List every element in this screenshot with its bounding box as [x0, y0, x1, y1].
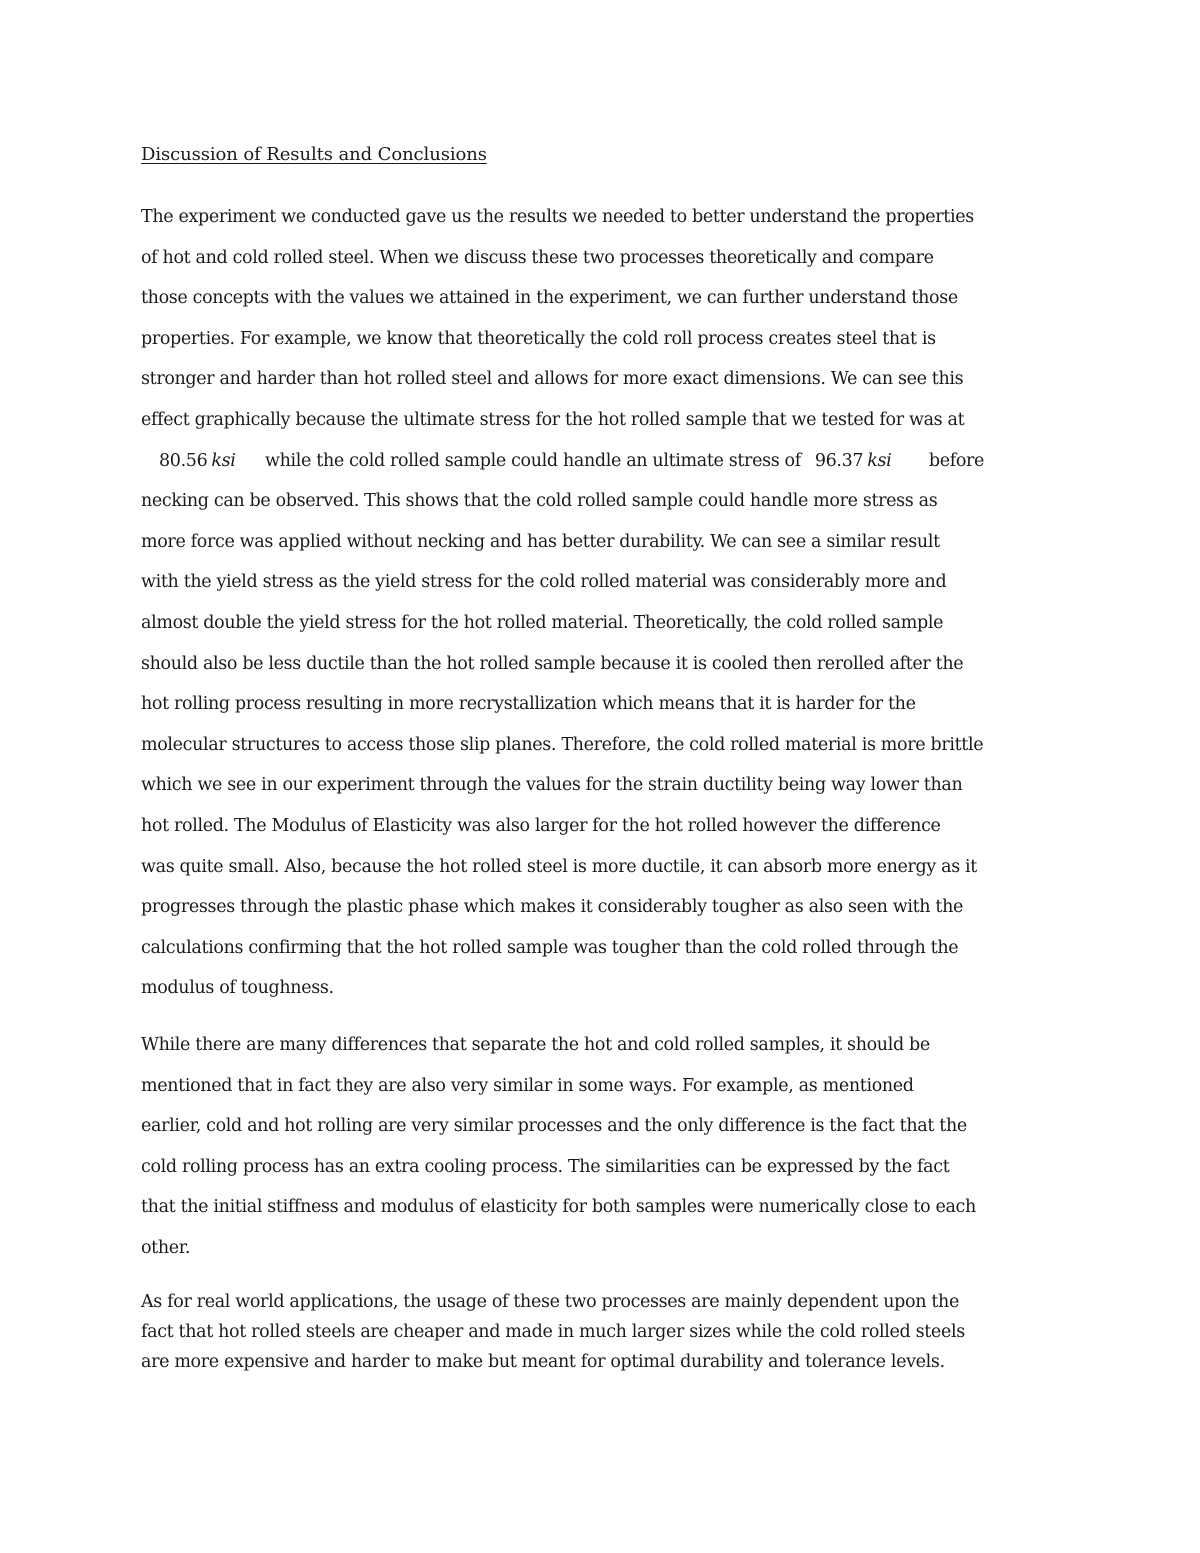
text-line: that the initial stiffness and modulus of elasticity for both samples were numerically close to each: [141, 1197, 976, 1218]
text-line: fact that hot rolled steels are cheaper and made in much larger sizes while the cold rolled steels: [141, 1322, 965, 1342]
text-line: progresses through the plastic phase which makes it considerably tougher as also seen with the: [141, 897, 964, 918]
text-line: hot rolled. The Modulus of Elasticity was also larger for the hot rolled however the difference: [141, 815, 941, 836]
text-line: modulus of toughness.: [141, 978, 334, 999]
text-line: should also be less ductile than the hot rolled sample because it is cooled then rerolled after the: [141, 653, 964, 674]
paragraph-applications: [141, 1287, 1071, 1377]
text-line: which we see in our experiment through the values for the strain ductility being way lower than: [141, 775, 963, 796]
text-line: other.: [141, 1237, 191, 1258]
equation-hot-rolled-ultimate-stress: [141, 441, 265, 482]
text-fragment: before: [928, 450, 985, 471]
equation-unit: ksi: [211, 450, 236, 471]
text-line: of hot and cold rolled steel. When we discuss these two processes theoretically and compare: [141, 247, 934, 268]
paragraph-similarities: [141, 1025, 1071, 1269]
equation-value: 96.37: [814, 450, 864, 471]
text-line: more force was applied without necking and has better durability. We can see a similar result: [141, 531, 940, 552]
text-line-with-equations: [141, 441, 1071, 482]
text-line: The experiment we conducted gave us the results we needed to better understand the properties: [141, 207, 974, 227]
text-line: earlier, cold and hot rolling are very similar processes and the only difference is the fact that the: [141, 1116, 967, 1137]
paragraph-results-discussion: [141, 197, 1071, 1009]
text-line: properties. For example, we know that theoretically the cold roll process creates steel that is: [141, 328, 936, 349]
text-line: While there are many differences that separate the hot and cold rolled samples, it should be: [141, 1035, 930, 1055]
text-line: mentioned that in fact they are also very similar in some ways. For example, as mentioned: [141, 1075, 914, 1096]
equation-value: 80.56: [159, 450, 208, 471]
text-line: hot rolling process resulting in more recrystallization which means that it is harder for the: [141, 694, 916, 715]
text-line: are more expensive and harder to make but meant for optimal durability and tolerance levels.: [141, 1352, 945, 1372]
text-fragment: while the cold rolled sample could handle an ultimate stress of: [265, 450, 801, 471]
text-line: effect graphically because the ultimate stress for the hot rolled sample that we tested for was at: [141, 409, 965, 430]
text-line: stronger and harder than hot rolled steel and allows for more exact dimensions. We can see this: [141, 369, 964, 390]
text-line: calculations confirming that the hot rolled sample was tougher than the cold rolled through the: [141, 937, 959, 958]
text-line: As for real world applications, the usage of these two processes are mainly dependent upon the: [141, 1292, 959, 1312]
text-line: necking can be observed. This shows that the cold rolled sample could handle more stress as: [141, 491, 938, 512]
text-line: cold rolling process has an extra cooling process. The similarities can be expressed by the fact: [141, 1156, 950, 1177]
text-line: those concepts with the values we attained in the experiment, we can further understand those: [141, 288, 958, 309]
text-line: molecular structures to access those slip planes. Therefore, the cold rolled material is more brittle: [141, 734, 984, 755]
text-line: almost double the yield stress for the hot rolled material. Theoretically, the cold rolled sample: [141, 612, 944, 633]
equation-cold-rolled-ultimate-stress: [801, 441, 929, 482]
text-line: with the yield stress as the yield stress for the cold rolled material was considerably more and: [141, 572, 947, 593]
section-heading: Discussion of Results and Conclusions: [141, 144, 487, 165]
equation-unit: ksi: [867, 450, 892, 471]
text-line: was quite small. Also, because the hot rolled steel is more ductile, it can absorb more energy as it: [141, 856, 977, 877]
